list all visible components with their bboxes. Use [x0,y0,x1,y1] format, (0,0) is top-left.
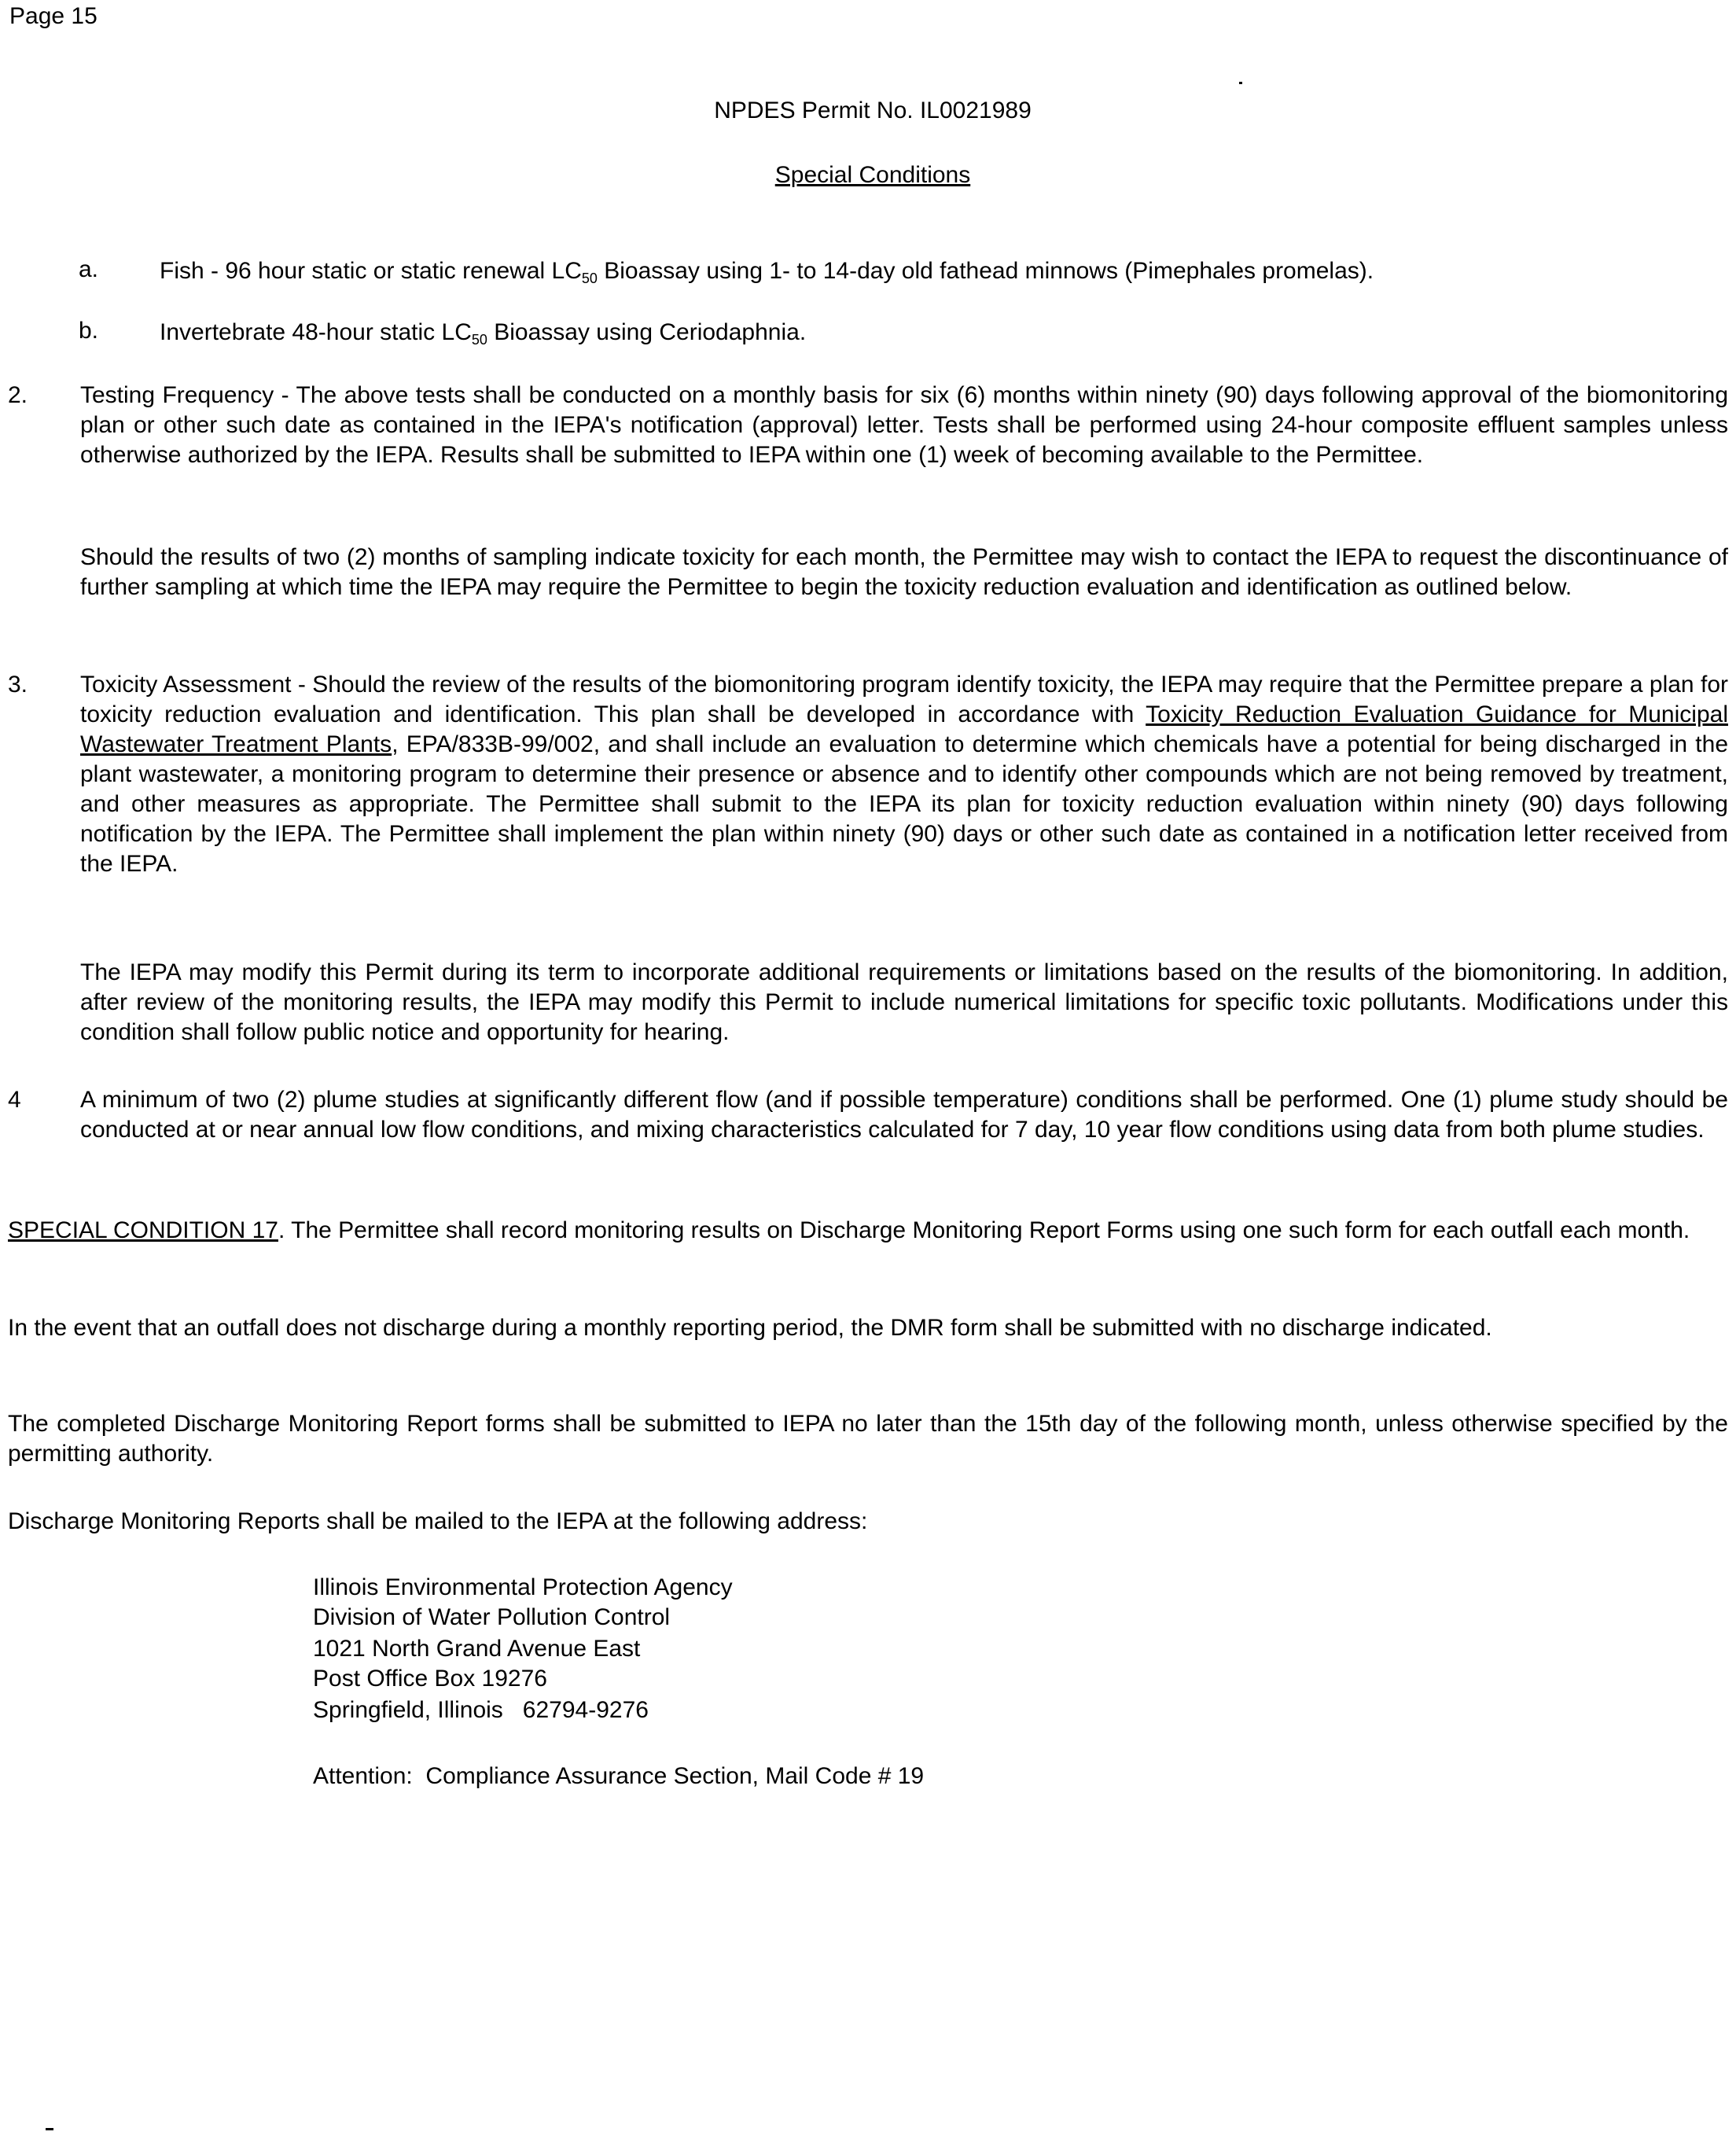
item-2-text: Testing Frequency - The above tests shall be conducted on a monthly basis for six (6) months within ninety (90) days following approval of the biomonitoring plan or other such date as contained in the IEPA's notification (approval) letter. Tests shall be performed using 24-hour composite effluent samples unless otherwise authorized by the IEPA. Results shall be submitted to IEPA within one (1) week of becoming available to the Permittee. [80,382,1728,468]
section-heading: Special Conditions [774,162,971,188]
address-line-city: Springfield, Illinois 62794-9276 [313,1697,649,1723]
item-2-followup: Should the results of two (2) months of sampling indicate toxicity for each month, the Permittee may wish to contact the IEPA to request the discontinuance of further sampling at which time the IEPA may require the Permittee to begin the toxicity reduction evaluation and identification as outlined below. [80,544,1728,600]
address-line-po-box: Post Office Box 19276 [313,1666,547,1692]
guidance-document-title: Toxicity Reduction Evaluation Guidance for Municipal Wastewater Treatment Plants [80,701,1728,757]
item-2-number: 2. [8,382,28,408]
address-line-division: Division of Water Pollution Control [313,1604,671,1630]
attention-line: Attention: Compliance Assurance Section, Mail Code # 19 [313,1763,925,1789]
item-b-text [160,318,1724,348]
item-3-text-before: Toxicity Assessment - Should the review of the results of the biomonitoring program identify toxicity, the IEPA may require that the Permittee prepare a plan for toxicity reduction evaluation and identification. This plan shall be developed in accordance with [80,672,1728,727]
item-a-text [160,256,1724,286]
item-a-subscript: 50 [581,271,598,286]
item-a-text-before: Fish - 96 hour static or static renewal LC [160,258,582,284]
no-discharge-paragraph: In the event that an outfall does not discharge during a monthly reporting period, the DMR form shall be submitted with no discharge indicated. [8,1315,1492,1341]
special-condition-17-text: . The Permittee shall record monitoring results on Discharge Monitoring Report Forms using one such form for each outfall each month. [278,1217,1690,1243]
page-label: Page 15 [9,3,97,29]
item-4-text: A minimum of two (2) plume studies at significantly different flow (and if possible temperature) conditions shall be performed. One (1) plume study should be conducted at or near annual low flow conditions, and mixing characteristics calculated for 7 day, 10 year flow conditions using data from both plume studies. [80,1087,1728,1143]
address-line-agency: Illinois Environmental Protection Agency [313,1574,733,1600]
special-condition-17 [8,1216,1728,1246]
permit-number: NPDES Permit No. IL0021989 [714,98,1032,123]
item-a-text-after: Bioassay using 1- to 14-day old fathead minnows (Pimephales promelas). [597,258,1374,284]
mailing-instruction-paragraph: Discharge Monitoring Reports shall be mailed to the IEPA at the following address: [8,1508,868,1534]
item-b-text-after: Bioassay using Ceriodaphnia. [487,319,807,345]
item-b-text-before: Invertebrate 48-hour static LC [160,319,472,345]
item-3-followup: The IEPA may modify this Permit during its term to incorporate additional requirements or limitations based on the results of the biomonitoring. In addition, after review of the monitoring results, the IEPA may modify this Permit to include numerical limitations for specific toxic pollutants. Modifications under this condition shall follow public notice and opportunity for hearing. [80,959,1728,1045]
item-b-marker: b. [79,318,99,344]
scan-speck [1239,82,1242,84]
special-condition-17-label: SPECIAL CONDITION 17 [8,1217,278,1243]
item-3-number: 3. [8,672,28,698]
item-3-text-after: , EPA/833B-99/002, and shall include an evaluation to determine which chemicals have a potential for being discharged in the plant wastewater, a monitoring program to determine their presence or absence and to identify other compounds which are not being removed by treatment, and other measures as appropriate. The Permittee shall submit to the IEPA its plan for toxicity reduction evaluation within ninety (90) days following notification by the IEPA. The Permittee shall implement the plan within ninety (90) days or other such date as contained in a notification letter received from the IEPA. [80,731,1728,877]
item-a-marker: a. [79,256,99,282]
item-b-subscript: 50 [471,332,487,348]
address-line-street: 1021 North Grand Avenue East [313,1636,641,1662]
submission-deadline-paragraph: The completed Discharge Monitoring Report forms shall be submitted to IEPA no later than the 15th day of the following month, unless otherwise specified by the permitting authority. [8,1411,1728,1467]
scan-mark [46,2128,53,2130]
item-4-number: 4 [8,1087,21,1113]
item-3-text [80,670,1728,879]
